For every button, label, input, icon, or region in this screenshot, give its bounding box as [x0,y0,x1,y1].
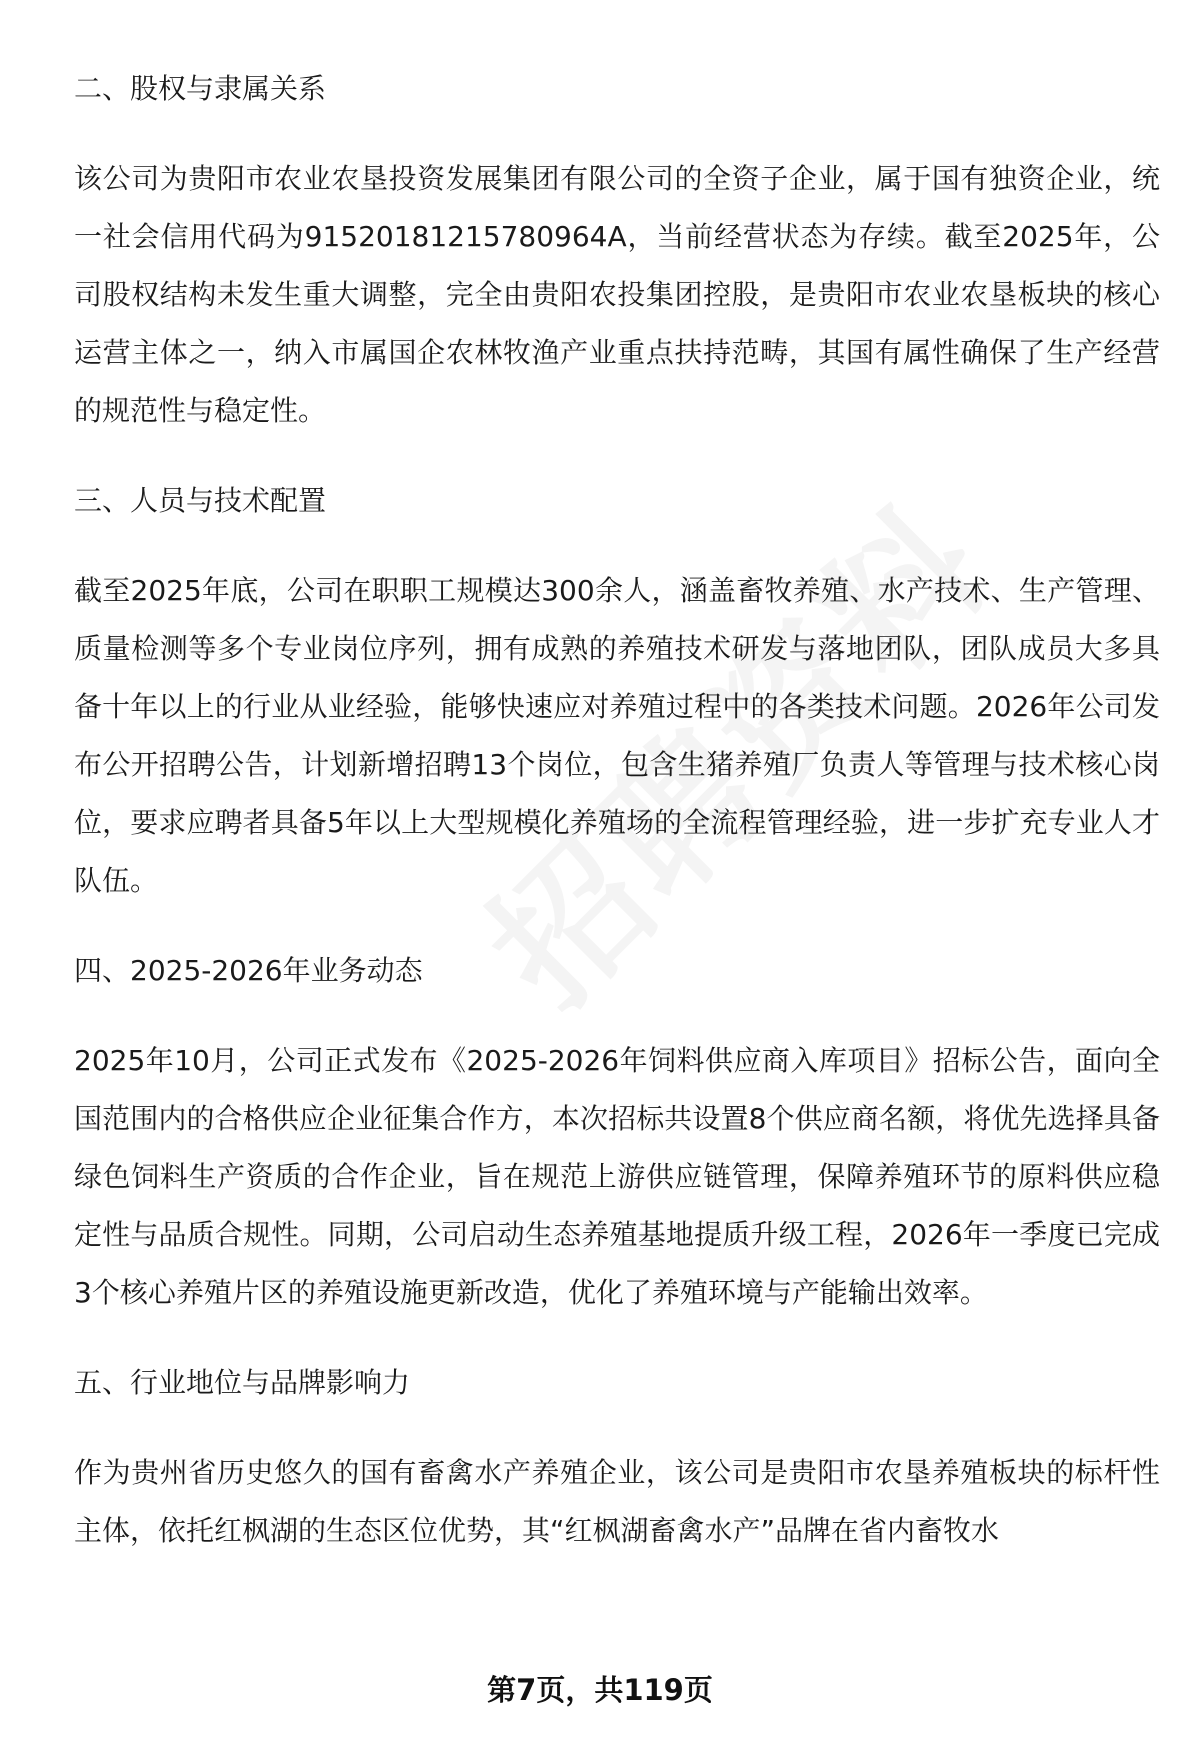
section-heading: 五、行业地位与品牌影响力 [74,1366,411,1399]
document-body [74,60,1160,1560]
section-heading: 三、人员与技术配置 [74,484,327,517]
section-paragraph: 作为贵州省历史悠久的国有畜禽水产养殖企业，该公司是贵阳市农垦养殖板块的标杆性主体，依托红枫湖的生态区位优势，其“红枫湖畜禽水产”品牌在省内畜牧水 [74,1456,1160,1547]
page-footer: 第7页，共119页 [487,1673,713,1707]
section-paragraph: 截至2025年底，公司在职职工规模达300余人，涵盖畜牧养殖、水产技术、生产管理、质量检测等多个专业岗位序列，拥有成熟的养殖技术研发与落地团队，团队成员大多具备十年以上的行业从业经验，能够快速应对养殖过程中的各类技术问题。2026年公司发布公开招聘公告，计划新增招聘13个岗位，包含生猪养殖厂负责人等管理与技术核心岗位，要求应聘者具备5年以上大型规模化养殖场的全流程管理经验，进一步扩充专业人才队伍。 [74,574,1160,897]
section-paragraph: 该公司为贵阳市农业农垦投资发展集团有限公司的全资子企业，属于国有独资企业，统一社会信用代码为915201812157809​64A，当前经营状态为存续。截至2025年，公司股权结构未发生重大调整，完全由贵阳农投集团控股，是贵阳市农业农垦板块的核心运营主体之一，纳入市属国企农林牧渔产业重点扶持范畴，其国有属性确保了生产经营的规范性与稳定性。 [74,162,1160,427]
section-heading: 二、股权与隶属关系 [74,72,327,105]
section-heading: 四、2025-2026年业务动态 [74,954,423,987]
section-paragraph: 2025年10月，公司正式发布《2025-2026年饲料供应商入库项目》招标公告，面向全国范围内的合格供应企业征集合作方，本次招标共设置8个供应商名额，将优先选择具备绿色饲料生产资质的合作企业，旨在规范上游供应链管理，保障养殖环节的原料供应稳定性与品质合规性。同期，公司启动生态养殖基地提质升级工程，2026年一季度已完成3个核心养殖片区的养殖设施更新改造，优化了养殖环境与产能输出效率。 [74,1044,1160,1309]
